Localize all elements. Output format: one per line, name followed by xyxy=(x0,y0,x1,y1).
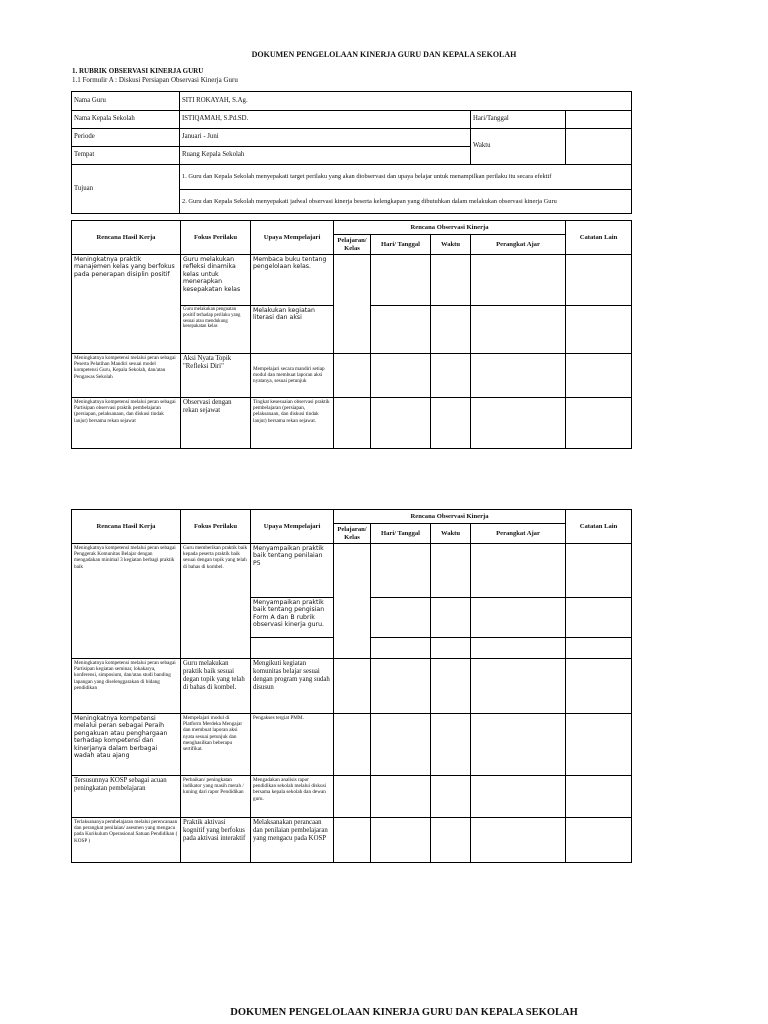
table-cell: Tersusunnya KOSP sebagai acuan peningkatan pembelajaran xyxy=(72,776,181,818)
table-cell xyxy=(566,398,632,449)
table-cell xyxy=(371,306,431,354)
table-cell xyxy=(334,544,371,659)
table-cell xyxy=(371,638,431,659)
table-cell xyxy=(334,398,371,449)
table-cell xyxy=(471,776,566,818)
section-heading: 1. RUBRIK OBSERVASI KINERJA GURU xyxy=(72,67,204,75)
table-cell: Meningkatnya kompetensi melalui peran sebagai Peserta Pelatihan Mandiri sesuai model kompetensi Guru, Kepala Sekolah, dan/atau Pengawas Sekolah xyxy=(72,354,181,398)
table-cell xyxy=(566,354,632,398)
table-cell xyxy=(566,776,632,818)
table-cell xyxy=(566,659,632,714)
header-waktu: Waktu xyxy=(431,235,471,255)
header-fokus: Fokus Perilaku xyxy=(181,221,251,255)
table-cell: Meningkatnya kompetensi melalui peran sebagai Peraih pengakuan atau penghargaan terhadap kompetensi dan kinerjanya dalam berbagai wadah atau ajang xyxy=(72,714,181,776)
table-cell xyxy=(334,659,371,714)
table-cell xyxy=(431,659,471,714)
table-cell: Terlaksananya pembelajaran melalui perencanaan dan perangkat penilaian/ asesmen yang mengacu pada Kurikulum Operasional Satuan Pendidikan ( KOSP ) xyxy=(72,818,181,863)
table-cell: Praktik aktivasi kognitif yang berfokus pada aktivasi interaktif xyxy=(181,818,251,863)
document-title: DOKUMEN PENGELOLAAN KINERJA GURU DAN KEPALA SEKOLAH xyxy=(251,50,517,59)
table-cell xyxy=(334,818,371,863)
header-catatan: Catatan Lain xyxy=(566,510,632,544)
table-cell: Meningkatnya kompetensi melalui peran sebagai Partisipan observasi praktik pembelajaran (persiapan, pelaksanaan, dan diskusi tindak lanjut) bersama rekan sejawat xyxy=(72,398,181,449)
periode-label: Periode xyxy=(72,129,180,147)
table-cell: Mempelajari modul di Platform Merdeka Mengajar dan membuat laporan aksi nyata sesuai petunjuk dan menghasilkan beberapu sertifikat. xyxy=(181,714,251,776)
table-cell: Guru melakukan praktik baik sesuai degan topik yang telah di bahas di kombel. xyxy=(181,659,251,714)
table-cell xyxy=(471,544,566,598)
table-cell xyxy=(566,306,632,354)
table-cell: Membaca buku tentang pengelolaan kelas. xyxy=(251,255,334,306)
table-cell: Meningkatnya praktik manajemen kelas yang berfokus pada penerapan disiplin positif xyxy=(72,255,181,354)
header-pelajaran: Pelajaran/ Kelas xyxy=(334,235,371,255)
header-waktu: Waktu xyxy=(431,524,471,544)
table-cell: Aksi Nyata Topik "Refleksi Diri" xyxy=(181,354,251,398)
table-cell: Menyampaikan praktik baik tentang pengisian Form A dan B rubrik observasi kinerja guru. xyxy=(251,598,334,638)
table-cell xyxy=(371,818,431,863)
table-cell xyxy=(371,354,431,398)
table-cell: Tingkat kesesuaian observasi praktik pembelajaran (persiapan, pelaksanaan, dan diskusi tindak lanjut) bersama rekan sejawat. xyxy=(251,398,334,449)
table-cell xyxy=(566,818,632,863)
table-cell xyxy=(471,354,566,398)
table-cell xyxy=(431,255,471,306)
document-title-repeat: DOKUMEN PENGELOLAAN KINERJA GURU DAN KEPALA SEKOLAH xyxy=(230,1007,578,1018)
table-cell: Melaksanakan perancaan dan penilaian pembelajaran yang mengacu pada KOSP xyxy=(251,818,334,863)
header-hari: Hari/ Tanggal xyxy=(371,524,431,544)
table-cell: Mempelajari secara mandiri setiap modul dan membuat laporan aksi nyatanya, sesuai petunjuk xyxy=(251,354,334,398)
table-cell: Observasi dengan rekan sejawat xyxy=(181,398,251,449)
table-cell xyxy=(334,255,371,354)
table-cell xyxy=(471,306,566,354)
tempat-value: Ruang Kepala Sekolah xyxy=(180,147,471,165)
table-cell: Meningkatnya kompetensi melalui peran sebagai Penggerak Komunitas Belajar dengan mengadakan minimal 3 kegiatan berbagi praktik baik xyxy=(72,544,181,659)
table-cell: Meningkatnya kompetensi melalui peran sebagai Partisipan kegiatan seminar, lokakarya, konferensi, simposium, dan/atau studi banding lapangan yang diselenggarakan di bidang pendidikan xyxy=(72,659,181,714)
tempat-label: Tempat xyxy=(72,147,180,165)
table-cell xyxy=(431,714,471,776)
tujuan-2: 2. Guru dan Kepala Sekolah menyepakati jadwal observasi kinerja beserta kelengkapan yang dibutuhkan dalam melakukan observasi kinerja Guru xyxy=(180,190,632,214)
nama-guru-value: SITI ROKAYAH, S.Ag. xyxy=(180,92,632,111)
table-cell xyxy=(471,638,566,659)
table-cell: Mengadakan analisis rapor pendidikan sekolah melalui diskusi bersama kepala sekolah dan dewan guru. xyxy=(251,776,334,818)
table-cell: Guru memberikan praktik baik kepada peserta praktik baik sesuai dengan topik yang telah di bahas di kombel. xyxy=(181,544,251,659)
table-cell xyxy=(431,544,471,598)
table-cell xyxy=(334,714,371,776)
table-cell xyxy=(566,544,632,598)
table-cell xyxy=(471,818,566,863)
table-cell xyxy=(371,255,431,306)
table-cell xyxy=(371,598,431,638)
table-cell xyxy=(431,776,471,818)
table-cell: Guru melakukan refleksi dinamika kelas untuk menerapkan kesepakatan kelas xyxy=(181,255,251,306)
table-cell xyxy=(566,598,632,638)
table-cell xyxy=(371,659,431,714)
header-hari: Hari/ Tanggal xyxy=(371,235,431,255)
info-table xyxy=(71,91,632,214)
table-cell xyxy=(431,306,471,354)
table-cell: Mengikuti kegiatan komunitas belajar sesuai dengan program yang sudah disusun xyxy=(251,659,334,714)
table-cell xyxy=(371,714,431,776)
section-subheading: 1.1 Formulir A : Diskusi Persiapan Observasi Kinerja Guru xyxy=(72,76,238,84)
header-perangkat: Perangkat Ajar xyxy=(471,235,566,255)
header-rencana-hasil: Rencana Hasil Kerja xyxy=(72,221,181,255)
hari-value xyxy=(566,111,632,129)
table-cell xyxy=(471,598,566,638)
table-cell xyxy=(566,638,632,659)
nama-guru-label: Nama Guru xyxy=(72,92,180,111)
table-cell xyxy=(471,659,566,714)
header-rencana-observasi: Rencana Observasi Kinerja xyxy=(334,510,566,524)
table-cell: Melakukan kegiatan literasi dan aksi xyxy=(251,306,334,354)
table-cell: Perbaikan/ peningkatan indikator yang masih merah / kuning dari rapor Pendidikan xyxy=(181,776,251,818)
table-cell xyxy=(431,598,471,638)
header-perangkat: Perangkat Ajar xyxy=(471,524,566,544)
table-cell xyxy=(566,714,632,776)
tujuan-1: 1. Guru dan Kepala Sekolah menyepakati target perilaku yang akan diobservasi dan upaya belajar untuk menampilkan perilaku itu secara efektif xyxy=(180,165,632,190)
table-cell: Menyampaikan praktik baik tentang penilaian P5 xyxy=(251,544,334,598)
periode-value: Januari - Juni xyxy=(180,129,471,147)
observation-table-2 xyxy=(71,509,632,863)
table-cell xyxy=(471,398,566,449)
observation-table-1 xyxy=(71,220,632,449)
header-fokus: Fokus Perilaku xyxy=(181,510,251,544)
tujuan-label: Tujuan xyxy=(72,165,180,214)
table-cell xyxy=(334,776,371,818)
table-cell xyxy=(431,638,471,659)
table-cell xyxy=(371,398,431,449)
kepsek-label: Nama Kepala Sekolah xyxy=(72,111,180,129)
table-cell xyxy=(431,354,471,398)
header-rencana-hasil: Rencana Hasil Kerja xyxy=(72,510,181,544)
table-cell xyxy=(251,638,334,659)
waktu-value xyxy=(566,129,632,165)
table-cell: Pengakses tergiat PMM. xyxy=(251,714,334,776)
kepsek-value: ISTIQAMAH, S.Pd.SD. xyxy=(180,111,471,129)
table-cell xyxy=(431,818,471,863)
header-upaya: Upaya Mempelajari xyxy=(251,510,334,544)
table-cell xyxy=(471,255,566,306)
header-rencana-observasi: Rencana Observasi Kinerja xyxy=(334,221,566,235)
hari-label: Hari/Tanggal xyxy=(471,111,566,129)
waktu-label: Waktu xyxy=(471,129,566,165)
table-cell: Guru melakukan penguatan positif terhadap perilaku yang sesuai atau mendukung kesepakatan kelas xyxy=(181,306,251,354)
table-cell xyxy=(371,544,431,598)
table-cell xyxy=(471,714,566,776)
table-cell xyxy=(431,398,471,449)
header-upaya: Upaya Mempelajari xyxy=(251,221,334,255)
table-cell xyxy=(371,776,431,818)
table-cell xyxy=(566,255,632,306)
header-pelajaran: Pelajaran/ Kelas xyxy=(334,524,371,544)
table-cell xyxy=(334,354,371,398)
header-catatan: Catatan Lain xyxy=(566,221,632,255)
